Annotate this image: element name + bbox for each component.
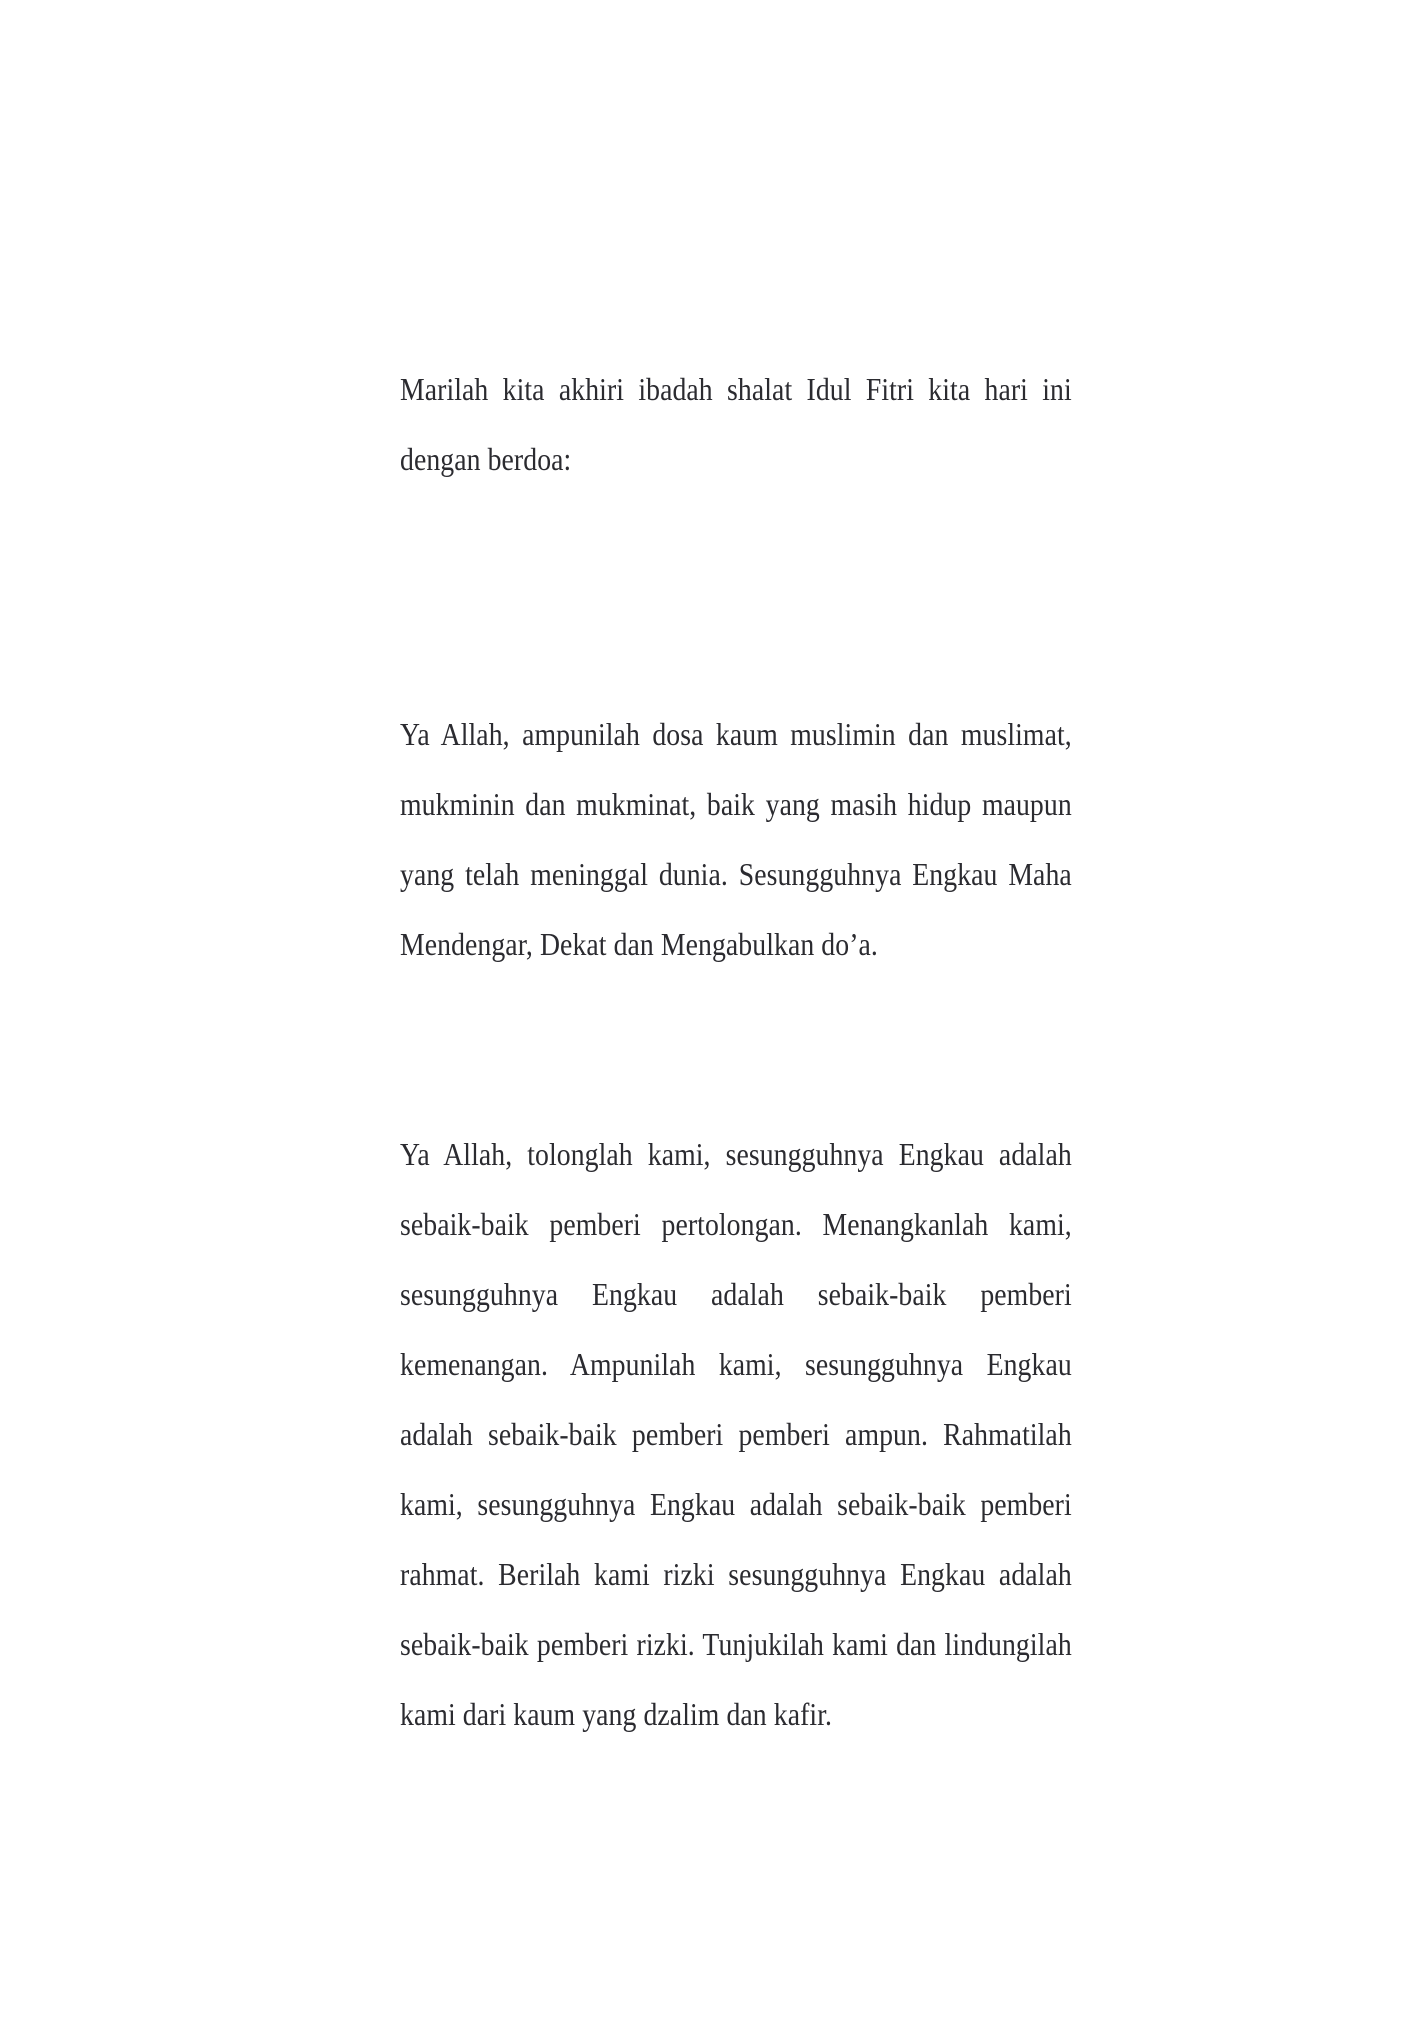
paragraph-doa-ampunan: Ya Allah, ampunilah dosa kaum muslimin dan muslimat, mukminin dan mukminat, baik yang masih hidup maupun yang telah meninggal dunia. Sesungguhnya Engkau Maha Mendengar, Dekat dan Mengabulkan do’a.	[400, 717, 1072, 962]
body-text-column	[400, 355, 1072, 1750]
paragraph-doa-pertolongan: Ya Allah, tolonglah kami, sesungguhnya Engkau adalah sebaik-baik pemberi pertolongan. Menangkanlah kami, sesungguhnya Engkau adalah sebaik-baik pemberi kemenangan. Ampunilah kami, sesungguhnya Engkau adalah sebaik-baik pemberi pemberi ampun. Rahmatilah kami, sesungguhnya Engkau adalah sebaik-baik pemberi rahmat. Berilah kami rizki sesungguhnya Engkau adalah sebaik-baik pemberi rizki. Tunjukilah kami dan lindungilah kami dari kaum yang dzalim dan kafir.	[400, 1137, 1072, 1732]
paragraph-intro: Marilah kita akhiri ibadah shalat Idul Fitri kita hari ini dengan berdoa:	[400, 372, 1072, 477]
paragraph-spacer	[400, 980, 1072, 1120]
paragraph-spacer	[400, 495, 1072, 700]
